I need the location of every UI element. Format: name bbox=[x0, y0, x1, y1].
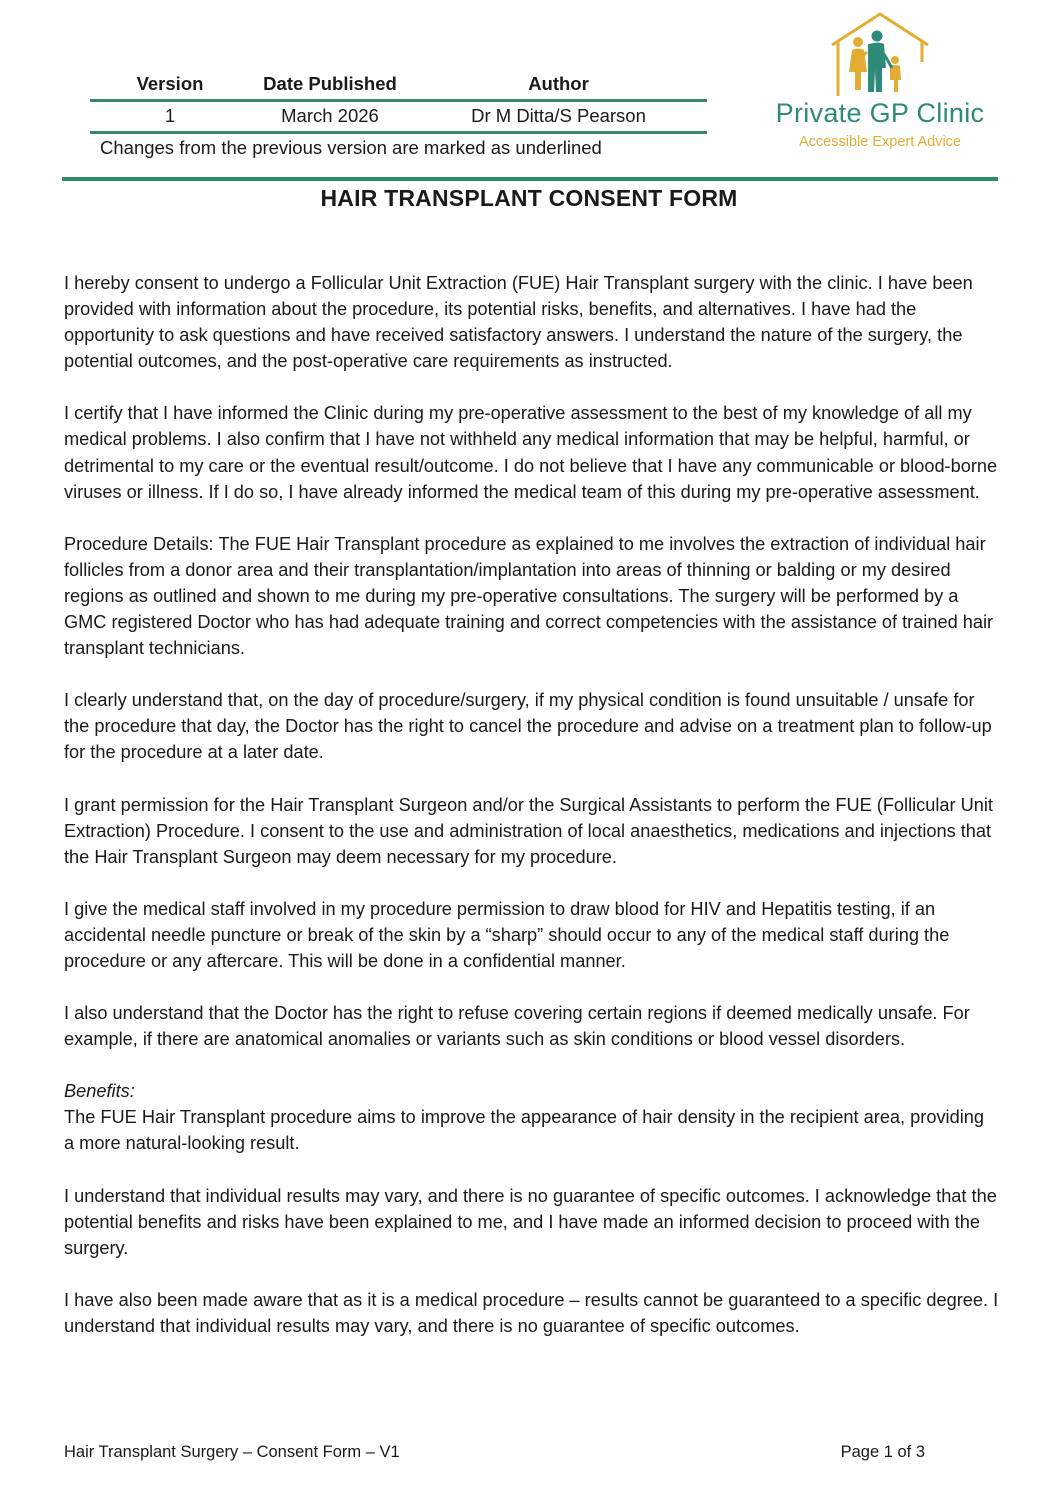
refusal-paragraph: I also understand that the Doctor has the right to refuse covering certain regions if deemed medically unsafe. For example, if there are anatomical anomalies or variants such as skin conditions or blood vessel disorders. bbox=[64, 1003, 970, 1050]
medical-history-paragraph: I certify that I have informed the Clinic during my pre-operative assessment to the best of my knowledge of all my medical problems. I also confirm that I have not withheld any medical information that may be helpful, harmful, or detrimental to my care or the eventual result/outcome. I do not believe that I have any communicable or blood-borne viruses or illness. If I do so, I have already informed the medical team of this during my pre-operative assessment. bbox=[64, 403, 998, 502]
version-change-note: Changes from the previous version are marked as underlined bbox=[100, 137, 602, 158]
benefits-text: The FUE Hair Transplant procedure aims to improve the appearance of hair density in the recipient area, providing a more natural-looking result. bbox=[64, 1107, 984, 1154]
benefits-section bbox=[64, 1078, 999, 1156]
version-table-data-row bbox=[90, 102, 707, 131]
clinic-tagline: Accessible Expert Advice bbox=[799, 134, 961, 150]
permission-paragraph: I grant permission for the Hair Transplant Surgeon and/or the Surgical Assistants to perform the FUE (Follicular Unit Extraction) Procedure. I consent to the use and administration of local anaesthetics, medications and injections that the Hair Transplant Surgeon may deem necessary for my procedure. bbox=[64, 794, 993, 867]
blood-testing-paragraph: I give the medical staff involved in my procedure permission to draw blood for HIV and Hepatitis testing, if an accidental needle puncture or break of the skin by a “sharp” should occur to any of the medical staff during the procedure or any aftercare. This will be done in a confidential manner. bbox=[64, 898, 950, 971]
date-published-value: March 2026 bbox=[281, 105, 379, 126]
footer-page-number: Page 1 of 3 bbox=[840, 1443, 925, 1461]
consent-body bbox=[64, 270, 999, 1365]
version-table-header-row bbox=[90, 70, 707, 99]
header-divider bbox=[62, 177, 998, 181]
version-table bbox=[90, 70, 707, 159]
form-title: HAIR TRANSPLANT CONSENT FORM bbox=[320, 185, 738, 211]
date-published-header: Date Published bbox=[263, 73, 397, 94]
benefits-heading: Benefits: bbox=[64, 1081, 135, 1102]
footer-document-title: Hair Transplant Surgery – Consent Form – V1 bbox=[64, 1443, 400, 1461]
clinic-name: Private GP Clinic bbox=[775, 98, 985, 128]
version-header: Version bbox=[136, 73, 204, 94]
version-value: 1 bbox=[164, 105, 176, 126]
consent-paragraph: I hereby consent to undergo a Follicular Unit Extraction (FUE) Hair Transplant surgery with the clinic. I have been provided with information about the procedure, its potential risks, benefits, and alternatives. I have had the opportunity to ask questions and have received satisfactory answers. I understand the nature of the surgery, the potential outcomes, and the post-operative care requirements as instructed. bbox=[64, 273, 973, 372]
author-value: Dr M Ditta/S Pearson bbox=[471, 105, 646, 126]
family-house-icon bbox=[828, 12, 932, 98]
procedure-details-paragraph: Procedure Details: The FUE Hair Transplant procedure as explained to me involves the extraction of individual hair follicles from a donor area and their transplantation/implantation into areas of thinning or balding or my desired regions as outlined and shown to me during my pre-operative consultations. The surgery will be performed by a GMC registered Doctor who has had adequate training and correct competencies with the assistance of trained hair transplant technicians. bbox=[64, 533, 994, 659]
author-header: Author bbox=[528, 73, 589, 94]
clinic-logo bbox=[770, 12, 990, 162]
results-vary-paragraph: I understand that individual results may vary, and there is no guarantee of specific outcomes. I acknowledge that the potential benefits and risks have been explained to me, and I have made an informed decision to proceed with the surgery. bbox=[64, 1185, 997, 1258]
version-table-rule-bottom bbox=[90, 131, 707, 134]
no-guarantee-paragraph: I have also been made aware that as it is a medical procedure – results cannot be guaranteed to a specific degree. I understand that individual results may vary, and there is no guarantee of specific outcomes. bbox=[64, 1289, 999, 1336]
cancellation-paragraph: I clearly understand that, on the day of procedure/surgery, if my physical condition is found unsuitable / unsafe for the procedure that day, the Doctor has the right to cancel the procedure and advise on a treatment plan to follow-up for the procedure at a later date. bbox=[64, 690, 992, 763]
